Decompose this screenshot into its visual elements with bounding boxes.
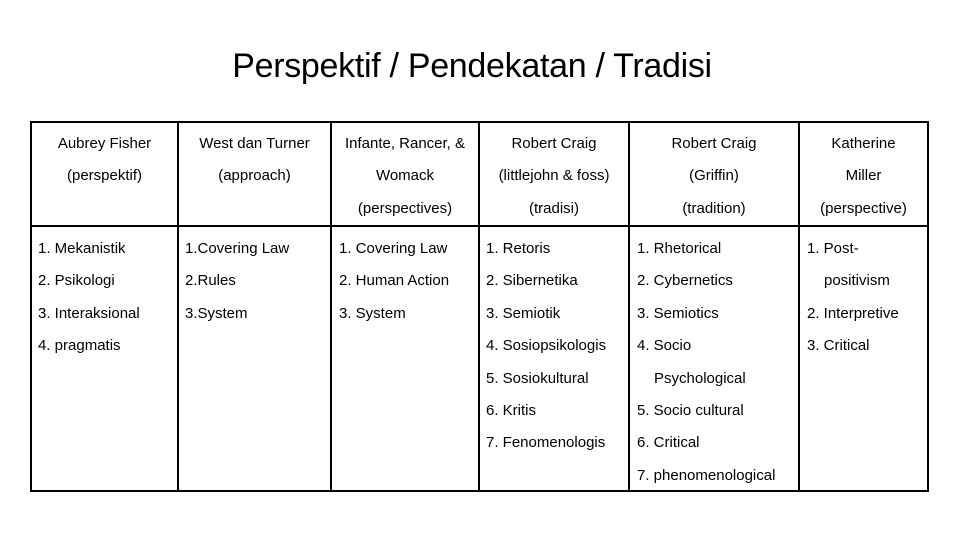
list-item: 4. Socio: [637, 337, 692, 355]
header-aubrey-fisher: [32, 128, 177, 193]
header-line: Robert Craig: [511, 135, 597, 152]
list-katherine-miller: [807, 233, 899, 363]
header-infante-rancer-womack: [332, 128, 478, 225]
list-item: 3. Critical: [807, 337, 870, 355]
list-item: 1. Mekanistik: [38, 240, 126, 257]
list-item: 2.Rules: [185, 272, 236, 290]
header-line: (tradition): [682, 199, 746, 217]
list-item: 3. System: [339, 304, 406, 322]
header-line: Katherine: [831, 135, 896, 152]
list-item: Psychological: [654, 369, 746, 387]
slide-title: Perspektif / Pendekatan / Tradisi: [232, 47, 712, 85]
list-item: 1.Covering Law: [185, 240, 290, 257]
list-item: 1. Post-: [807, 240, 859, 257]
header-line: (approach): [218, 167, 291, 185]
list-item: 2. Interpretive: [807, 304, 899, 322]
table-right-border: [927, 121, 929, 492]
list-item: positivism: [824, 272, 890, 290]
list-item: 3.System: [185, 304, 248, 322]
header-west-turner: [179, 128, 330, 193]
list-item: 2. Psikologi: [38, 272, 115, 290]
header-line: (Griffin): [689, 167, 739, 185]
header-line: (perspektif): [66, 167, 143, 185]
list-item: 6. Critical: [637, 434, 700, 452]
list-item: 3. Semiotik: [486, 304, 561, 322]
list-item: 6. Kritis: [486, 401, 537, 419]
list-west-turner: [185, 233, 289, 330]
header-robert-craig-griffin: [630, 128, 798, 225]
list-item: 3. Interaksional: [38, 304, 140, 322]
list-item: 5. Sosiokultural: [486, 369, 589, 387]
list-item: 2. Cybernetics: [637, 272, 733, 290]
list-infante-rancer-womack: [339, 233, 449, 330]
list-item: 2. Sibernetika: [486, 272, 578, 290]
header-robert-craig-littlejohn: [480, 128, 628, 225]
header-line: (perspective): [820, 199, 907, 217]
list-item: 7. phenomenological: [637, 466, 776, 484]
list-robert-craig-griffin: [637, 233, 775, 492]
header-line: Womack: [375, 167, 435, 185]
list-item: 1. Covering Law: [339, 240, 448, 257]
list-item: 4. pragmatis: [38, 337, 121, 355]
header-line: Infante, Rancer, &: [344, 135, 466, 152]
header-line: (tradisi): [528, 199, 579, 217]
list-robert-craig-littlejohn: [486, 233, 606, 460]
header-katherine-miller: [800, 128, 927, 225]
header-line: Aubrey Fisher: [57, 135, 152, 152]
list-item: 1. Retoris: [486, 240, 551, 257]
list-item: 1. Rhetorical: [637, 240, 722, 257]
list-item: 4. Sosiopsikologis: [486, 337, 607, 355]
header-line: (perspectives): [357, 199, 453, 217]
header-line: Robert Craig: [671, 135, 757, 152]
header-line: (littlejohn & foss): [498, 167, 610, 185]
list-item: 3. Semiotics: [637, 304, 719, 322]
list-item: 7. Fenomenologis: [486, 434, 606, 452]
list-item: 2. Human Action: [339, 272, 450, 290]
list-item: 5. Socio cultural: [637, 401, 744, 419]
list-aubrey-fisher: [38, 233, 140, 363]
header-line: Miller: [845, 167, 882, 185]
header-line: West dan Turner: [199, 135, 310, 152]
